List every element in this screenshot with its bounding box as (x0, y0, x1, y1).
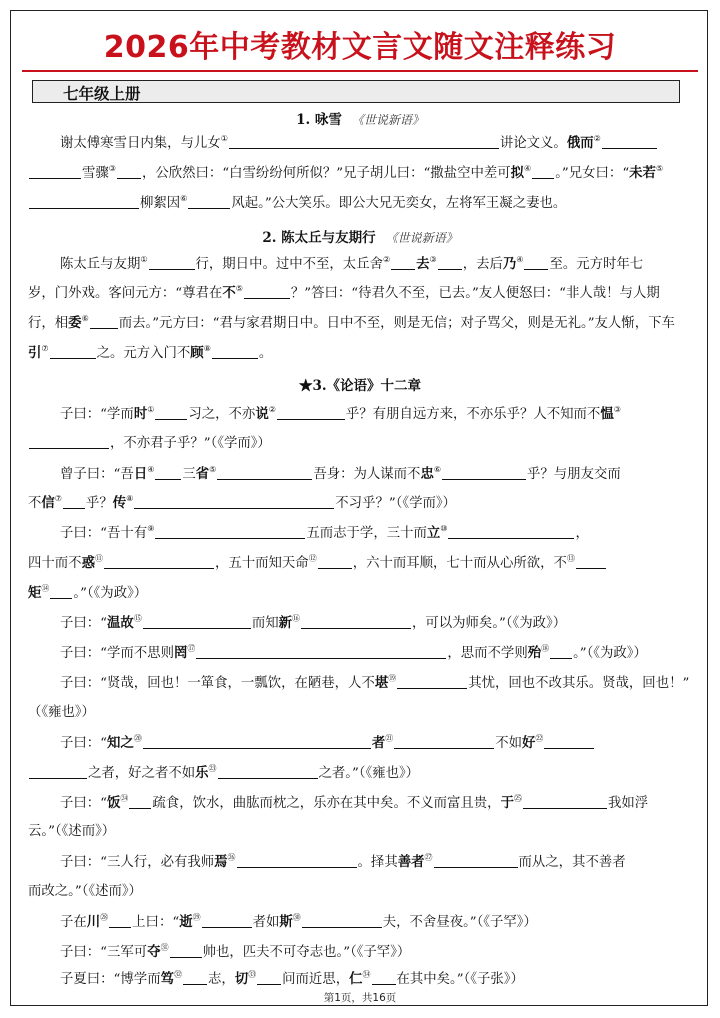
text-line: 四十而不惑⑪ ，五十而知天命⑫ ，六十而耳顺，七十而从心所欲，不⑬ (28, 553, 688, 574)
answer-blank[interactable] (442, 465, 526, 480)
answer-blank[interactable] (212, 344, 258, 359)
text-line: 子曰：“学而不思则罔⑰ ，思而不学则殆⑱ 。”（《为政》） (60, 644, 647, 661)
answer-blank[interactable] (149, 255, 195, 270)
text-line: 柳絮因⑥ 风起。”公大笑乐。即公大兄无奕女，左将军王凝之妻也。 (28, 194, 688, 214)
text-line: 矩⑭ 。”（《为政》） (28, 584, 148, 601)
answer-blank[interactable] (277, 405, 345, 420)
answer-blank[interactable] (523, 794, 607, 809)
section-title-3: ★3.《论语》十二章 (298, 378, 422, 394)
answer-blank[interactable] (29, 194, 139, 209)
answer-blank[interactable] (394, 734, 494, 749)
text-line: 云。”（《述而》） (28, 824, 116, 839)
answer-blank[interactable] (50, 344, 96, 359)
section-title-1: 1. 咏雪 《世说新语》 (296, 112, 424, 128)
answer-blank[interactable] (155, 405, 187, 420)
text-line: 岁，门外戏。客问元方：“尊君在不⑤ ？”答曰：“待君久不至，已去。”友人便怒曰：“非人哉！与人期 (28, 284, 660, 301)
text-line: 子曰：“贤哉，回也！一箪食，一瓢饮，在陋巷，人不堪⑲ 其忧，回也不改其乐。贤哉，回也！” (60, 674, 690, 691)
answer-blank[interactable] (438, 255, 462, 270)
answer-blank[interactable] (29, 434, 109, 449)
answer-blank[interactable] (217, 465, 312, 480)
text-line: 谢太傅寒雪日内集，与儿女① 讲论文义。俄而② (60, 133, 688, 154)
answer-blank[interactable] (129, 794, 151, 809)
answer-blank[interactable] (196, 644, 446, 659)
answer-blank[interactable] (434, 853, 518, 868)
answer-blank[interactable] (63, 494, 85, 509)
answer-blank[interactable] (183, 970, 207, 985)
text-line: 子曰：“三人行，必有我师焉$^㉖$ 。择其善者$^㉗$ 而从之，其不善者 (60, 853, 626, 870)
text-line: 行，相委⑥ 而去。”元方曰：“君与家君期日中。日中不至，则是无信；对子骂父，则是无礼。”友人惭，下车 (28, 314, 675, 331)
answer-blank[interactable] (155, 465, 181, 480)
text-line: 子在川$^㉘$ 上曰：“逝$^㉙$ 者如斯$^㉚$ 夫，不舍昼夜。”（《子罕》） (60, 913, 537, 930)
text-line: 子曰：“三军可夺$^㉛$ 帅也，匹夫不可夺志也。”（《子罕》） (60, 943, 411, 960)
text-line: 引⑦ 之。元方入门不顾⑧ 。 (28, 344, 273, 361)
text-line: 不信⑦ 乎？传⑧ 不习乎？”（《学而》） (28, 494, 456, 511)
answer-blank[interactable] (109, 913, 131, 928)
answer-blank[interactable] (229, 134, 499, 149)
text-line: 雪骤③ ，公欣然曰：“白雪纷纷何所似？”兄子胡儿曰：“撒盐空中差可拟④ 。”兄女曰：“未若⑤ (28, 163, 688, 184)
answer-blank[interactable] (244, 284, 290, 299)
text-line: 子曰：“学而时① 习之，不亦说② 乎？有朋自远方来，不亦乐乎？人不知而不愠③ (60, 405, 621, 422)
answer-blank[interactable] (302, 913, 382, 928)
answer-blank[interactable] (29, 164, 81, 179)
answer-blank[interactable] (104, 554, 214, 569)
text-line: 子曰：“吾十有⑨ 五而志于学，三十而立⑩ ， (60, 524, 589, 541)
answer-blank[interactable] (301, 614, 411, 629)
text-line: 曾子曰：“吾日④ 三省⑤ 吾身：为人谋而不忠⑥ 乎？与朋友交而 (60, 465, 621, 482)
answer-blank[interactable] (576, 554, 606, 569)
answer-blank[interactable] (90, 314, 118, 329)
page-title: 2026年中考教材文言文随文注释练习 (103, 30, 617, 65)
text-line: 陈太丘与友期① 行，期日中。过中不至，太丘舍② 去③ ，去后乃④ 至。元方时年七 (60, 255, 644, 272)
text-line: 子曰：“温故⑮ 而知新⑯ ，可以为师矣。”（《为政》） (60, 614, 567, 631)
answer-blank[interactable] (397, 674, 467, 689)
page-number: 第1页，共16页 (323, 992, 397, 1004)
answer-blank[interactable] (155, 524, 305, 539)
answer-blank[interactable] (29, 764, 87, 779)
title-divider (22, 70, 698, 72)
text-line: 子曰：“饭$^㉔$ 疏食，饮水，曲肱而枕之，乐亦在其中矣。不义而富且贵，于$^㉕$ 我如浮 (60, 794, 649, 811)
answer-blank[interactable] (202, 913, 252, 928)
text-line: 之者，好之者不如乐$^㉓$ 之者。”（《雍也》） (28, 763, 688, 784)
text-line: ，不亦君子乎？”（《学而》） (28, 434, 688, 454)
grade-banner (32, 80, 680, 103)
answer-blank[interactable] (218, 764, 318, 779)
answer-blank[interactable] (170, 943, 202, 958)
answer-blank[interactable] (188, 194, 230, 209)
answer-blank[interactable] (550, 644, 572, 659)
answer-blank[interactable] (257, 970, 281, 985)
answer-blank[interactable] (237, 853, 357, 868)
text-line: 子曰：“知之⑳ 者$^㉑$ 不如好$^㉒$ (60, 733, 688, 754)
answer-blank[interactable] (391, 255, 415, 270)
answer-blank[interactable] (544, 734, 594, 749)
answer-blank[interactable] (532, 164, 554, 179)
answer-blank[interactable] (134, 494, 334, 509)
answer-blank[interactable] (448, 524, 574, 539)
section-title-2: 2. 陈太丘与友期行 《世说新语》 (262, 230, 458, 246)
answer-blank[interactable] (602, 134, 657, 149)
grade-label: 七年级上册 (63, 85, 141, 103)
text-line: 子夏曰：“博学而笃$^㉜$ 志，切$^㉝$ 问而近思，仁$^㉞$ 在其中矣。”（《子张》） (60, 970, 524, 987)
answer-blank[interactable] (143, 734, 371, 749)
answer-blank[interactable] (372, 970, 396, 985)
text-line: （《雍也》） (28, 705, 95, 720)
answer-blank[interactable] (318, 554, 352, 569)
answer-blank[interactable] (524, 255, 548, 270)
text-line: 而改之。”（《述而》） (28, 884, 142, 899)
answer-blank[interactable] (143, 614, 251, 629)
answer-blank[interactable] (50, 584, 72, 599)
answer-blank[interactable] (117, 164, 141, 179)
